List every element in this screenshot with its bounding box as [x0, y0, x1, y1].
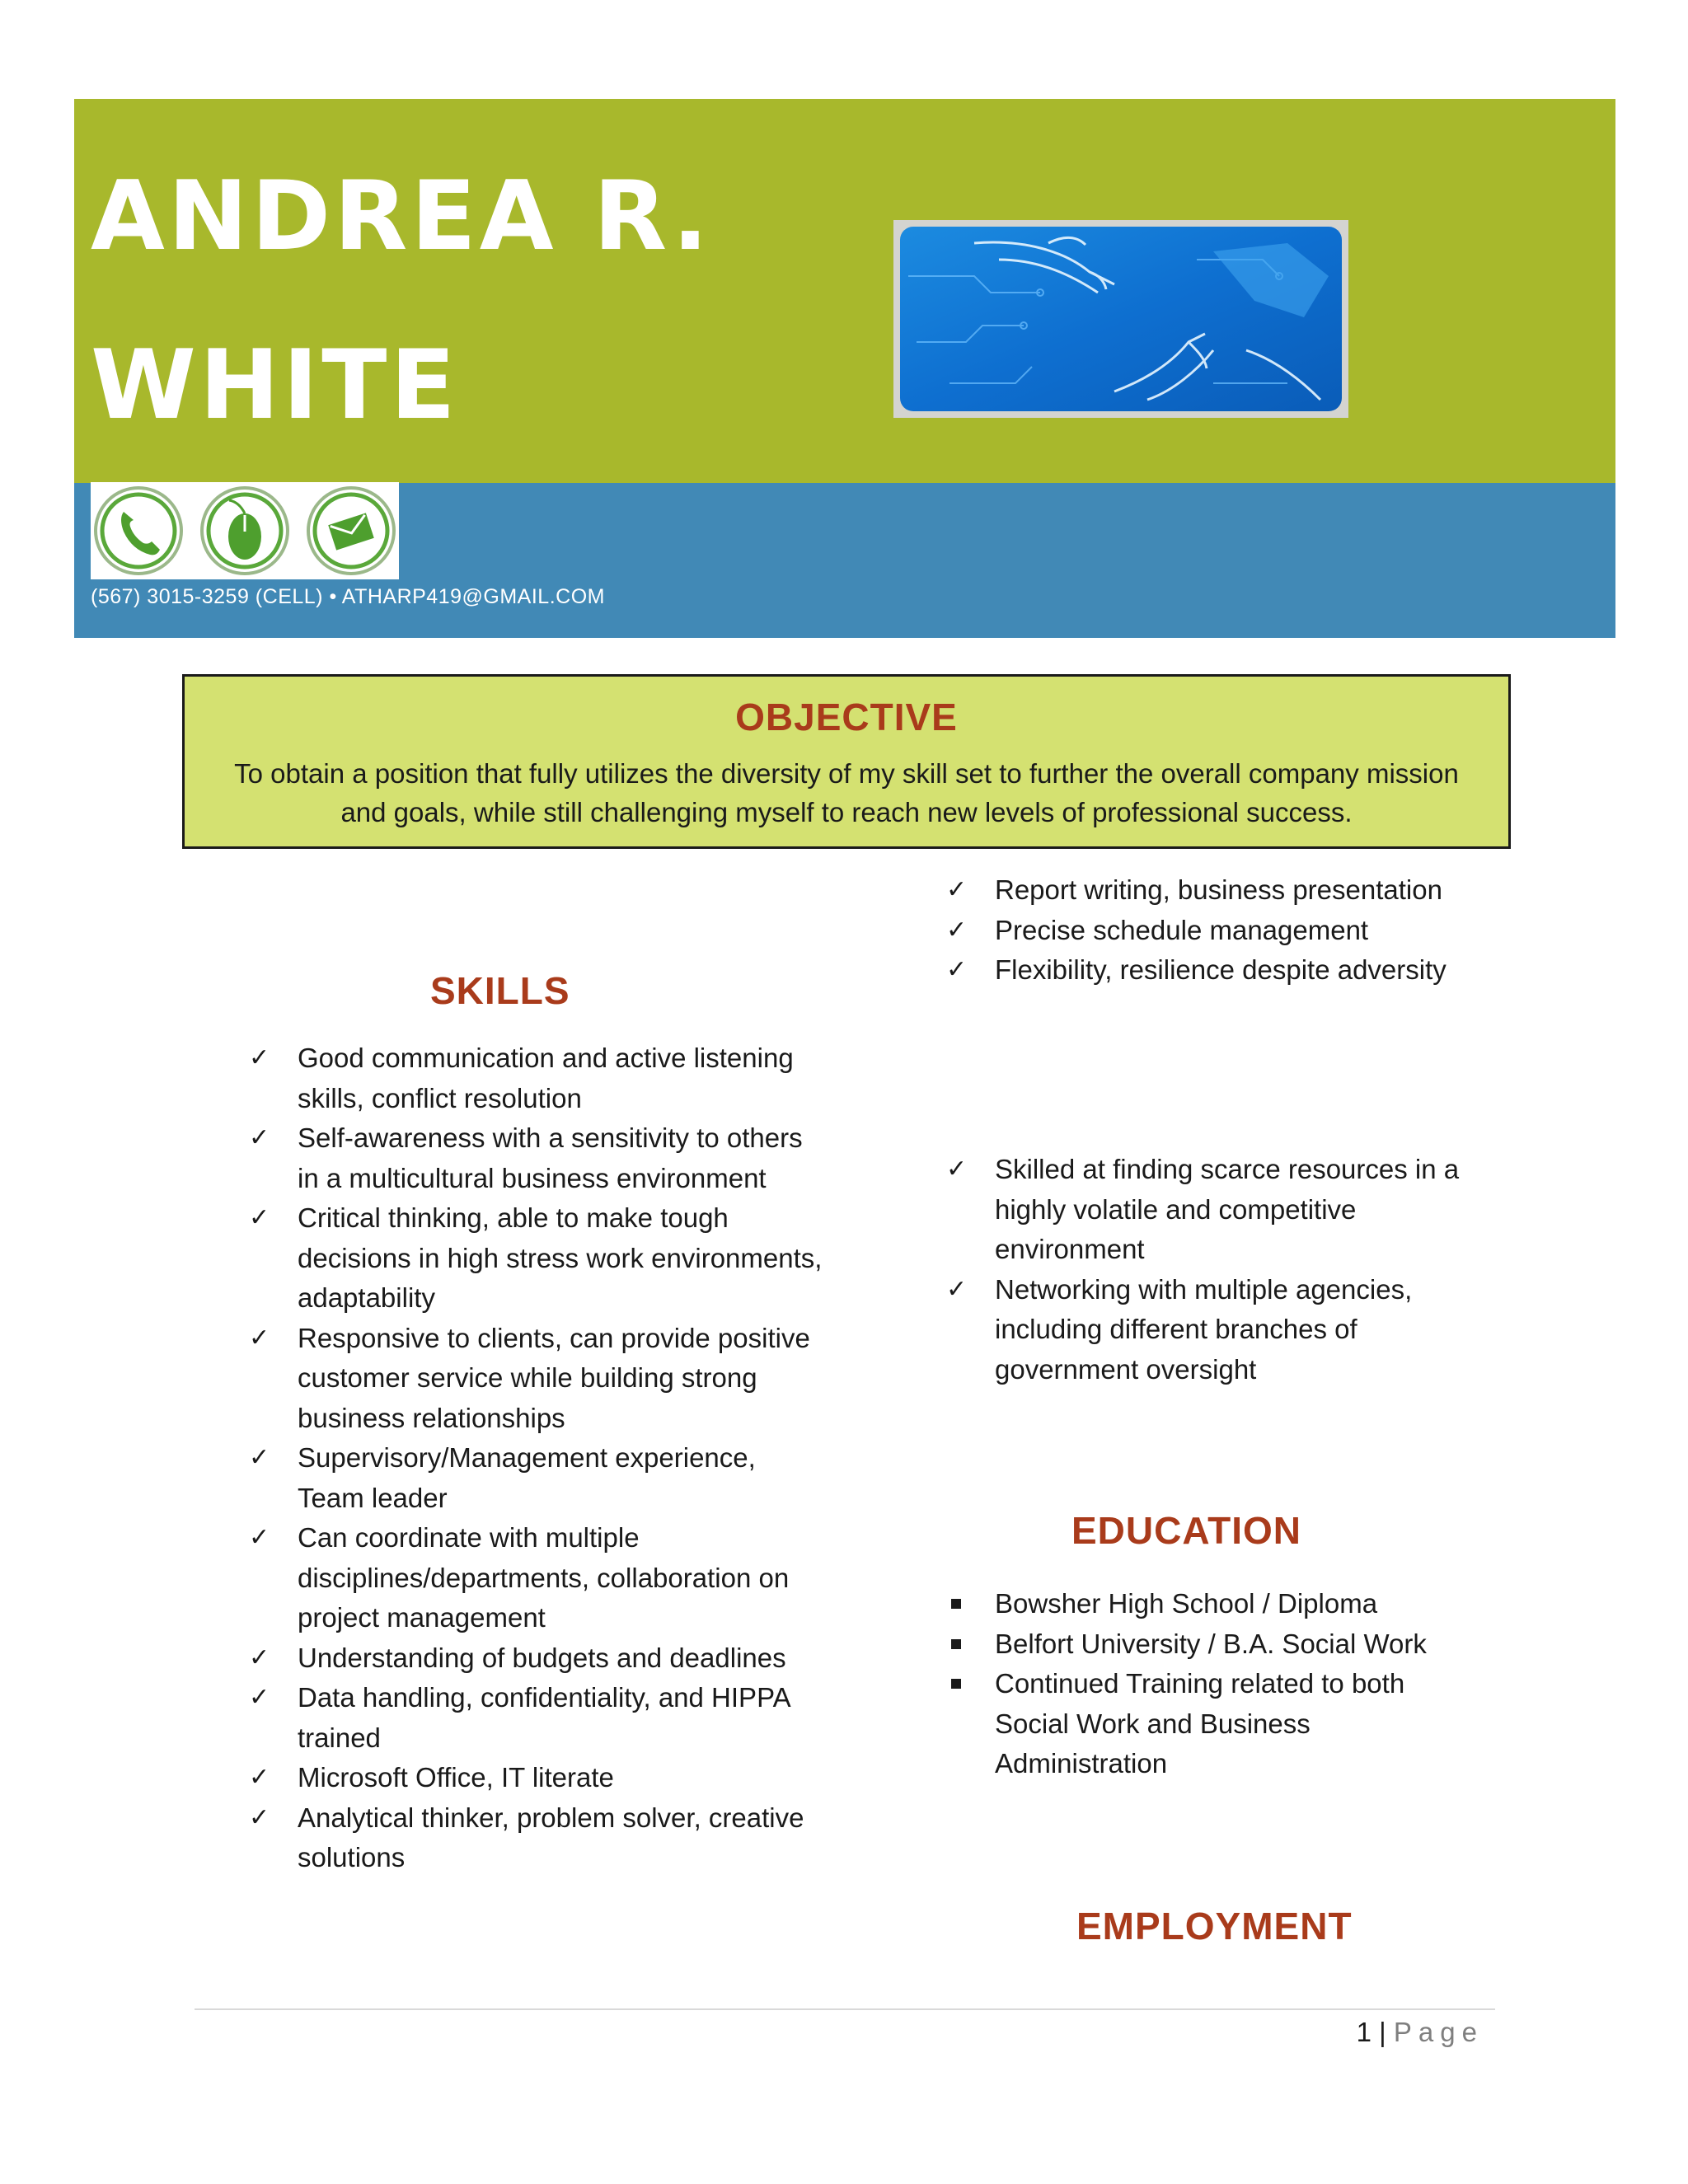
list-item: ✓ Flexibility, resilience despite adversity: [946, 950, 1540, 991]
page-label: Page: [1393, 2017, 1484, 2047]
name-first-line: ANDREA R.: [91, 161, 712, 272]
list-item: ✓ Precise schedule management: [946, 911, 1540, 951]
contact-info: (567) 3015-3259 (CELL) • ATHARP419@GMAIL.COM: [91, 585, 605, 608]
email-icon: [308, 488, 394, 574]
objective-title: OBJECTIVE: [735, 696, 958, 738]
header-picture-hands: [893, 220, 1348, 418]
contact-icons: [91, 482, 399, 579]
page-footer: [1357, 2017, 1484, 2048]
mouse-icon: [202, 488, 288, 574]
education-list: [946, 1584, 1474, 1784]
footer-separator: |: [1379, 2017, 1386, 2047]
list-item: ✓ Data handling, confidentiality, and HIPPA trained: [249, 1678, 826, 1758]
name-last-line: WHITE: [91, 330, 459, 441]
objective-text: To obtain a position that fully utilizes the diversity of my skill set to further the overall company mission and goals, while still challenging myself to reach new levels of professional success.: [234, 758, 1459, 827]
list-item: ✓ Critical thinking, able to make tough decisions in high stress work environments, adaptability: [249, 1198, 826, 1319]
list-item: Continued Training related to both Social Work and Business Administration: [946, 1664, 1474, 1784]
phone-icon: [96, 488, 181, 574]
footer-divider: [195, 2008, 1495, 2010]
list-item: Belfort University / B.A. Social Work: [946, 1624, 1474, 1665]
list-item: ✓ Supervisory/Management experience, Team leader: [249, 1438, 826, 1518]
list-item: ✓ Good communication and active listening skills, conflict resolution: [249, 1038, 826, 1118]
list-item: ✓ Networking with multiple agencies, including different branches of government oversight: [946, 1270, 1474, 1390]
list-item: ✓ Can coordinate with multiple disciplines/departments, collaboration on project management: [249, 1518, 826, 1638]
skills-list-right-bottom: [946, 1150, 1474, 1390]
list-item: ✓ Self-awareness with a sensitivity to others in a multicultural business environment: [249, 1118, 826, 1198]
list-item: ✓ Microsoft Office, IT literate: [249, 1758, 826, 1798]
list-item: ✓ Understanding of budgets and deadlines: [249, 1638, 826, 1679]
education-title: EDUCATION: [1071, 1509, 1302, 1552]
employment-title: EMPLOYMENT: [1076, 1905, 1353, 1947]
list-item: ✓ Analytical thinker, problem solver, creative solutions: [249, 1798, 826, 1878]
list-item: Bowsher High School / Diploma: [946, 1584, 1474, 1624]
skills-list-left: [249, 1038, 826, 1878]
skills-list-right-top: [946, 870, 1540, 991]
list-item: ✓ Skilled at finding scarce resources in a highly volatile and competitive environment: [946, 1150, 1474, 1270]
skills-title: SKILLS: [430, 969, 570, 1012]
objective-box: [182, 674, 1511, 849]
list-item: ✓ Report writing, business presentation: [946, 870, 1540, 911]
list-item: ✓ Responsive to clients, can provide positive customer service while building strong business relationships: [249, 1319, 826, 1439]
page-number: 1: [1356, 2017, 1372, 2047]
